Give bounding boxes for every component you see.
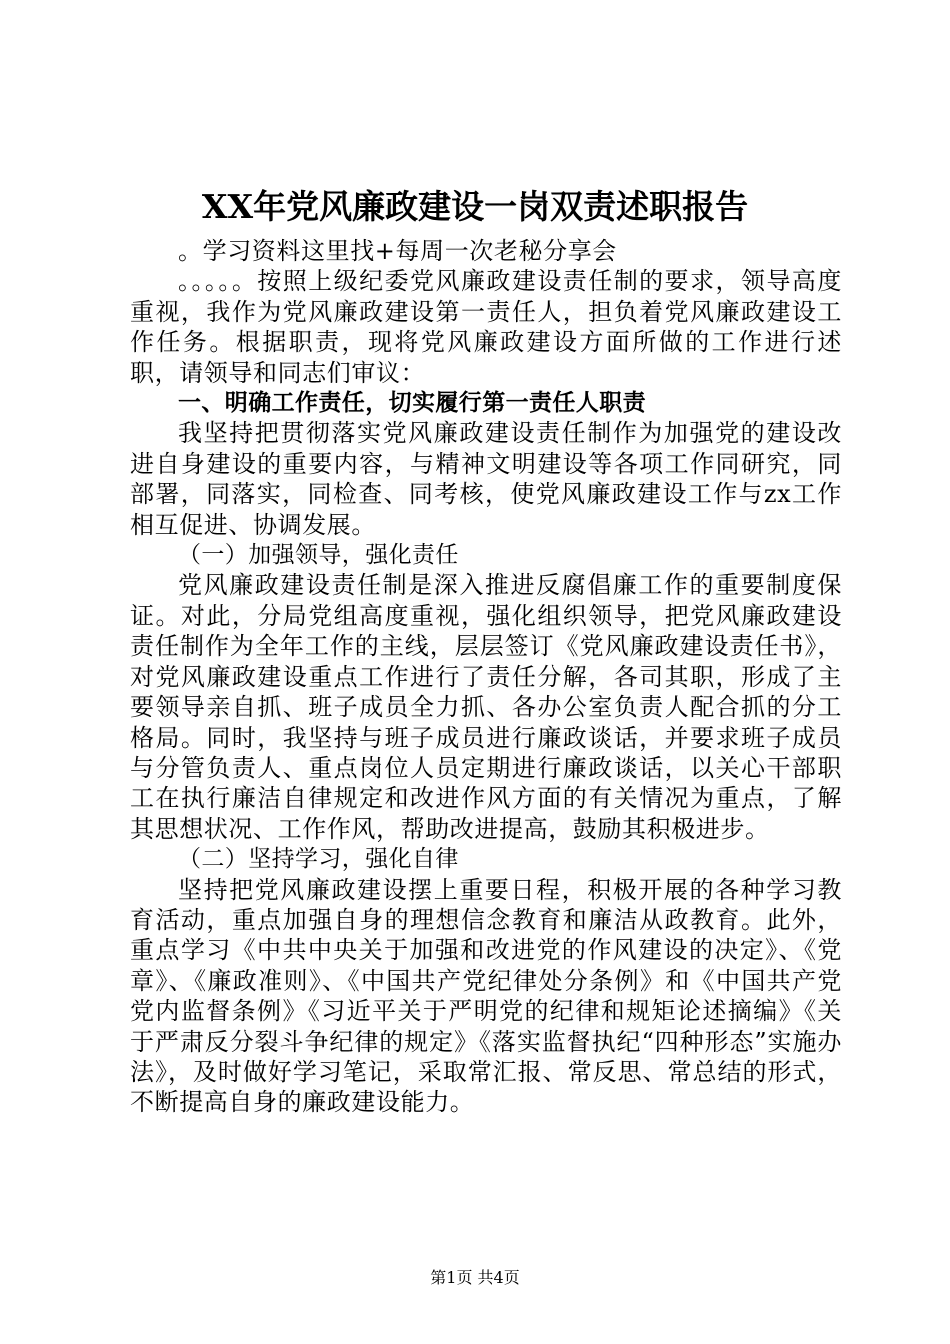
document-body xyxy=(130,236,842,1118)
document-title: XX年党风廉政建设一岗双责述职报告 xyxy=(201,187,749,226)
subsection-paragraph-2: 坚持把党风廉政建设摆上重要日程，积极开展的各种学习教育活动，重点加强自身的理想信念教育和廉洁从政教育。此外，重点学习《中共中央关于加强和改进党的作风建设的决定》、《党章》、《廉政准则》、《中国共产党纪律处分条例》和《中国共产党党内监督条例》《习近平关于严明党的纪律和规矩论述摘编》《关于严肃反分裂斗争纪律的规定》《落实监督执纪“四种形态”实施办法》，及时做好学习笔记，采取常汇报、常反思、常总结的形式，不断提高自身的廉政建设能力。 xyxy=(130,875,842,1117)
intro-note: 。学习资料这里找+每周一次老秘分享会 xyxy=(178,237,617,265)
section-heading-1: 一、明确工作责任，切实履行第一责任人职责 xyxy=(178,390,646,417)
subsection-heading-2: （二）坚持学习，强化自律 xyxy=(178,846,459,873)
section-paragraph-1: 我坚持把贯彻落实党风廉政建设责任制作为加强党的建设改进自身建设的重要内容，与精神文明建设等各项工作同研究，同部署，同落实，同检查、同考核，使党风廉政建设工作与zx工作相互促进、协调发展。 xyxy=(130,419,842,539)
page-number-footer: 第1页 共4页 xyxy=(430,1268,520,1287)
subsection-heading-1: （一）加强领导，强化责任 xyxy=(178,542,459,569)
subsection-paragraph-1: 党风廉政建设责任制是深入推进反腐倡廉工作的重要制度保证。对此，分局党组高度重视，强化组织领导，把党风廉政建设责任制作为全年工作的主线，层层签订《党风廉政建设责任书》，对党风廉政建设重点工作进行了责任分解，各司其职，形成了主要领导亲自抓、班子成员全力抓、各办公室负责人配合抓的分工格局。同时，我坚持与班子成员进行廉政谈话，并要求班子成员与分管负责人、重点岗位人员定期进行廉政谈话，以关心干部职工在执行廉洁自律规定和改进作风方面的有关情况为重点，了解其思想状况、工作作风，帮助改进提高，鼓励其积极进步。 xyxy=(130,571,842,843)
opening-paragraph: 。。。。。按照上级纪委党风廉政建设责任制的要求，领导高度重视，我作为党风廉政建设第一责任人，担负着党风廉政建设工作任务。根据职责，现将党风廉政建设方面所做的工作进行述职，请领导和同志们审议： xyxy=(130,267,842,387)
